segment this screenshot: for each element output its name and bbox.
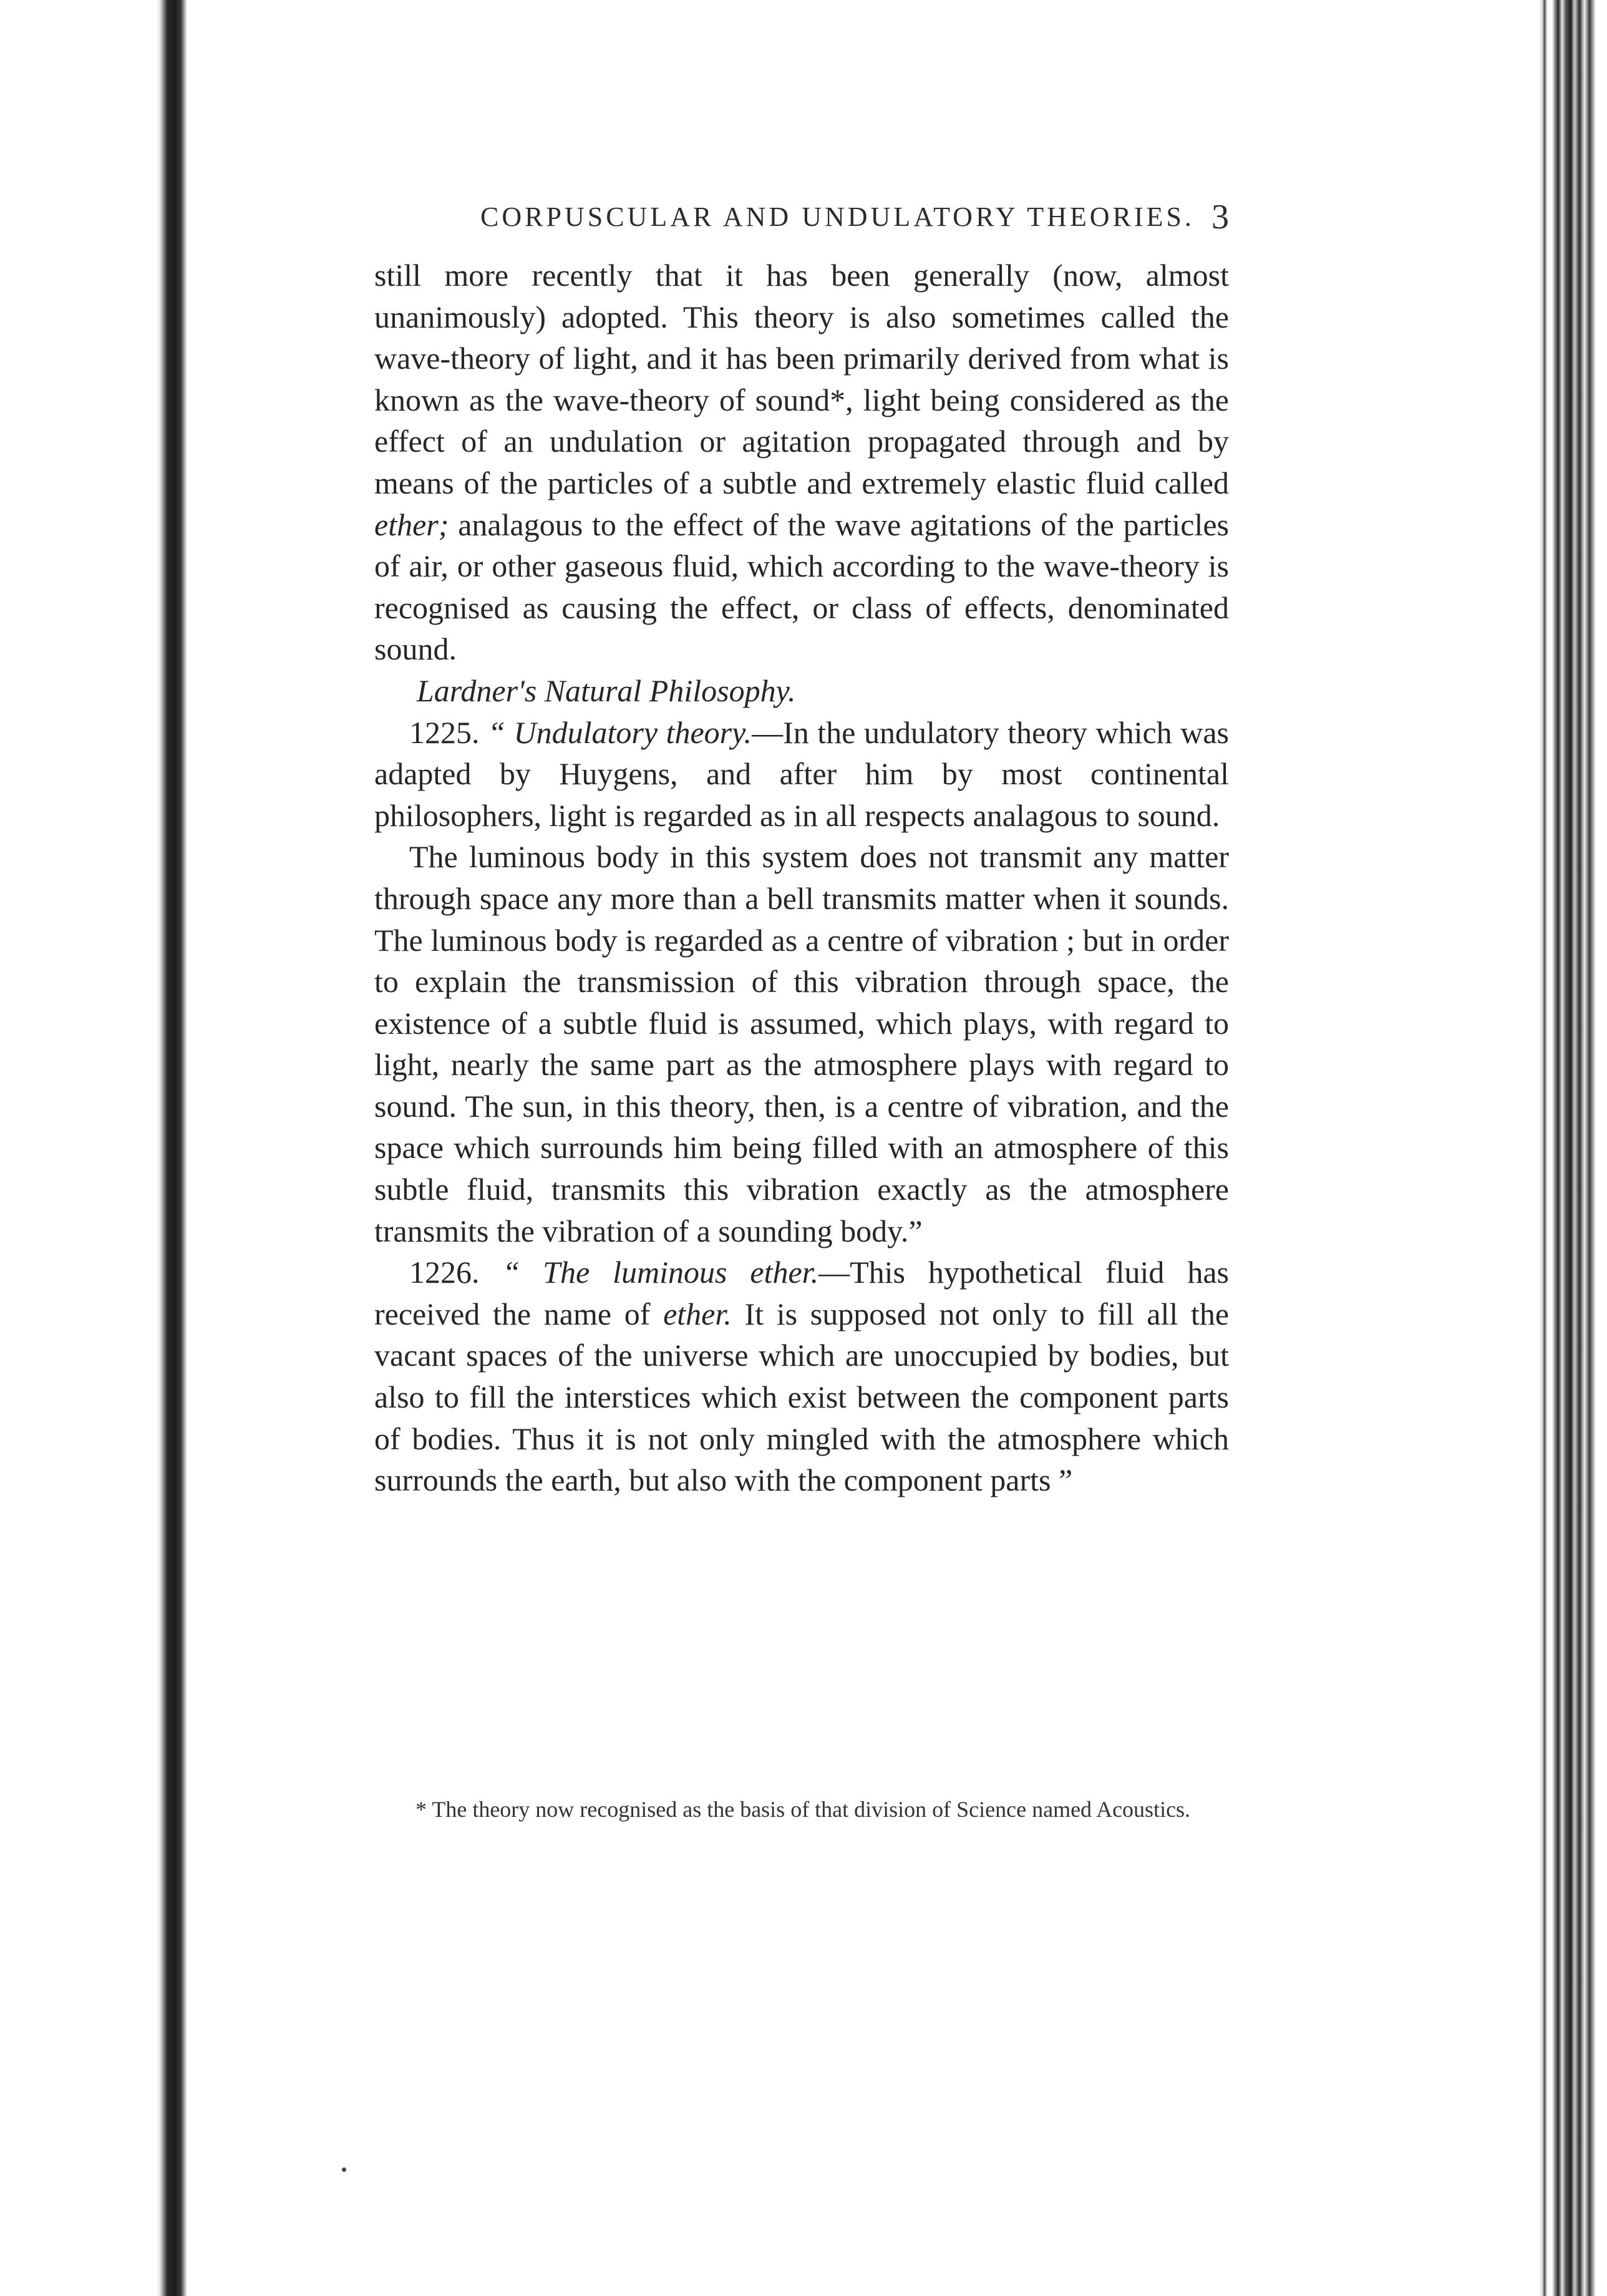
running-head-title: CORPUSCULAR AND UNDULATORY THEORIES. xyxy=(480,202,1195,232)
section-title: “ Undulatory theory. xyxy=(488,714,752,750)
section-title: “ The luminous ether. xyxy=(502,1255,819,1290)
emphasis-ether: ether; xyxy=(374,507,449,542)
paragraph-text: —This hypothetical fluid has received the name of xyxy=(374,1255,1230,1331)
footnote: * The theory now recognised as the basis of that division of Science named Acoustics. xyxy=(415,1797,1191,1822)
paragraph-text: It is supposed not only to fill all the vacant spaces of the universe which are unoccupied by bodies, but also to fill the interstices which exist between the component parts of bodies. Thus it is not only mingled with the atmosphere which surrounds the earth, but also with the component parts ” xyxy=(374,1296,1230,1498)
paragraph-text: —In the undulatory theory which was adapted by Huygens, and after him by most continental philosophers, light is regarded as in all respects analagous to sound. xyxy=(374,714,1229,833)
paragraph-1225 xyxy=(374,712,1229,837)
book-binding-edge xyxy=(0,0,187,2296)
running-head xyxy=(374,198,1229,238)
section-number: 1226. xyxy=(409,1255,480,1290)
paragraph-1226 xyxy=(374,1252,1229,1501)
citation: Lardner's Natural Philosophy. xyxy=(417,673,796,708)
section-number: 1225. xyxy=(409,714,480,750)
paragraph-continued xyxy=(374,255,1229,670)
book-page xyxy=(374,0,1229,2296)
body-text xyxy=(374,255,1229,1501)
paragraph-luminous-body: The luminous body in this system does not transmit any matter through space any more than a bell transmits matter when it sounds. The luminous body is regarded as a centre of vibration ; but in order to explain the transmission of this vibration through space, the existence of a subtle fluid is assumed, which plays, with regard to light, nearly the same part as the atmosphere plays with regard to sound. The sun, in this theory, then, is a centre of vibration, and the space which surrounds him being filled with an atmosphere of this subtle fluid, transmits this vibration exactly as the atmosphere transmits the vibration of a sounding body.” xyxy=(374,839,1229,1248)
paragraph-text: analagous to the effect of the wave agitations of the particles of air, or other gaseous fluid, which according to the wave-theory is recognised as causing the effect, or class of effects, denominated sound. xyxy=(374,507,1229,667)
page-stack-edge xyxy=(1538,0,1607,2296)
paragraph-text: still more recently that it has been generally (now, almost unanimously) adopted. This theory is also sometimes called the wave-theory of light, and it has been primarily derived from what is known as the wave-theory of sound*, light being considered as the effect of an undulation or agitation propagated through and by means of the particles of a subtle and extremely elastic fluid called xyxy=(374,258,1229,500)
print-speck xyxy=(342,2167,346,2172)
page-number: 3 xyxy=(1211,198,1229,236)
emphasis-ether: ether. xyxy=(663,1296,732,1331)
